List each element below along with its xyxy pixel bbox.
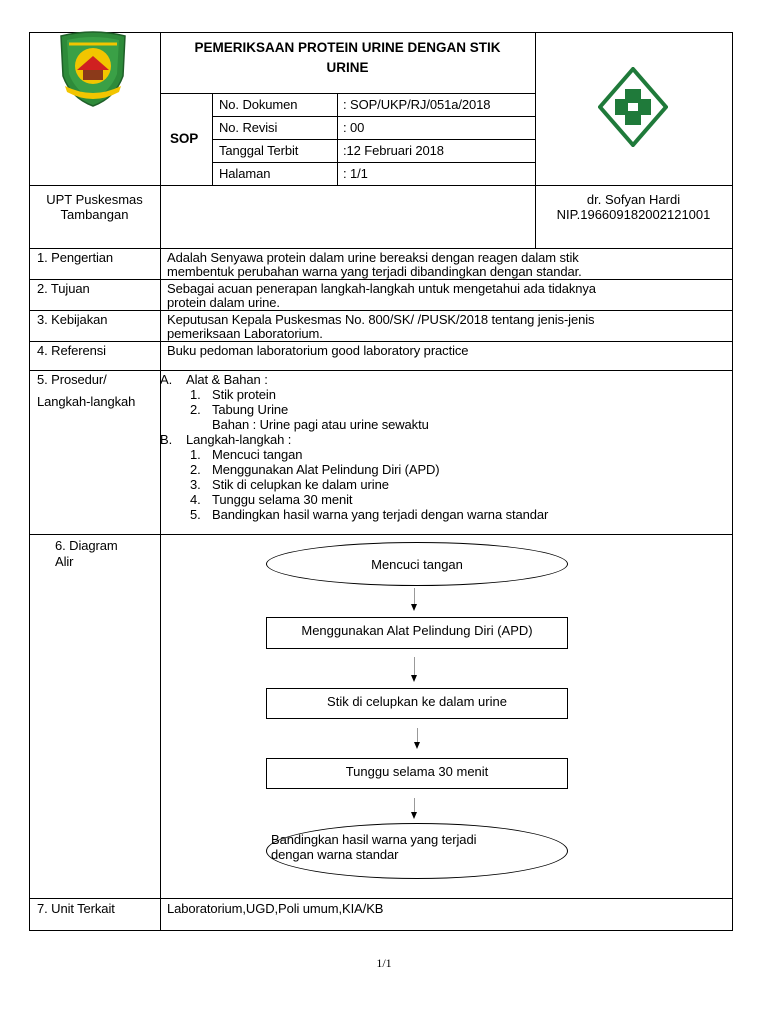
signer-name: dr. Sofyan Hardi (586, 192, 681, 207)
flow-arrow-icon (411, 675, 417, 682)
flow-step-label: Tunggu selama 30 menit (345, 764, 489, 779)
page-number: 1/1 (376, 956, 392, 970)
signer-nip: NIP.196609182002121001 (556, 207, 711, 222)
document-title (160, 38, 535, 78)
langkah-item: Bandingkan hasil warna yang terjadi dengan warna standar (212, 507, 549, 522)
section-pengertian-line1: Adalah Senyawa protein dalam urine bereaksi dengan reagen dalam stik (167, 250, 579, 265)
langkah-item: Stik di celupkan ke dalam urine (212, 477, 389, 492)
flow-step-box (266, 758, 568, 789)
flow-arrow-line (414, 657, 415, 677)
table-border-top (29, 32, 732, 33)
row-line (29, 898, 732, 899)
flow-step-box (266, 617, 568, 649)
puskesmas-logo (598, 67, 668, 147)
table-border-left (29, 32, 30, 931)
meta-label-dokumen: No. Dokumen (219, 97, 298, 112)
flow-end-line2: dengan warna standar (271, 847, 399, 862)
section-pengertian-label: 1. Pengertian (37, 250, 114, 265)
bahan-line: Bahan : Urine pagi atau urine sewaktu (212, 417, 429, 432)
meta-value-halaman: : 1/1 (343, 166, 368, 181)
section-diagram-label2: Alir (55, 554, 74, 569)
meta-label-revisi: No. Revisi (219, 120, 278, 135)
prosedur-a-marker: A. (160, 372, 173, 387)
header-bottom-line (29, 185, 732, 186)
institution-name-line1: UPT Puskesmas (46, 192, 143, 207)
row-line (29, 341, 732, 342)
title-bottom-line (160, 93, 535, 94)
prosedur-b-marker: B. (160, 432, 173, 447)
document-title-line2: URINE (326, 60, 369, 75)
alat-num: 2. (190, 402, 201, 417)
langkah-num: 4. (190, 492, 201, 507)
alat-num: 1. (190, 387, 201, 402)
langkah-num: 5. (190, 507, 201, 522)
langkah-num: 1. (190, 447, 201, 462)
meta-value-revisi: : 00 (343, 120, 365, 135)
langkah-item: Menggunakan Alat Pelindung Diri (APD) (212, 462, 440, 477)
meta-label-tanggal: Tanggal Terbit (219, 143, 299, 158)
flow-step-box (266, 688, 568, 719)
prosedur-b-title: Langkah-langkah : (186, 432, 292, 447)
section-unit-label: 7. Unit Terkait (37, 901, 115, 916)
meta-label-halaman: Halaman (219, 166, 271, 181)
section-prosedur-label1: 5. Prosedur/ (37, 372, 107, 387)
row-line (29, 310, 732, 311)
meta-row-line (212, 116, 535, 117)
row-line (29, 248, 732, 249)
section-pengertian-line2: membentuk perubahan warna yang terjadi dibandingkan dengan standar. (167, 264, 582, 279)
langkah-item: Mencuci tangan (212, 447, 303, 462)
row-line (29, 279, 732, 280)
section-referensi-line1: Buku pedoman laboratorium good laboratory practice (167, 343, 469, 358)
langkah-num: 3. (190, 477, 201, 492)
section-prosedur-label2: Langkah-langkah (37, 394, 136, 409)
flow-step-label: Mencuci tangan (371, 556, 463, 572)
signer-block (535, 192, 732, 222)
alat-item: Stik protein (212, 387, 276, 402)
institution-name (29, 192, 160, 222)
sop-label: SOP (170, 131, 199, 146)
section-kebijakan-label: 3. Kebijakan (37, 312, 108, 327)
flow-end-line1: Bandingkan hasil warna yang terjadi (271, 832, 477, 847)
document-title-line1: PEMERIKSAAN PROTEIN URINE DENGAN STIK (194, 40, 501, 55)
row-line (29, 534, 732, 535)
flow-arrow-icon (411, 604, 417, 611)
langkah-num: 2. (190, 462, 201, 477)
section-kebijakan-line1: Keputusan Kepala Puskesmas No. 800/SK/ /PUSK/2018 tentang jenis-jenis (167, 312, 595, 327)
table-col-divider (160, 32, 161, 931)
row-line (29, 370, 732, 371)
prosedur-a-title: Alat & Bahan : (186, 372, 268, 387)
institution-name-line2: Tambangan (60, 207, 129, 222)
section-diagram-label1: 6. Diagram (55, 538, 118, 553)
meta-row-line (212, 162, 535, 163)
section-tujuan-line2: protein dalam urine. (167, 295, 280, 310)
meta-value-tanggal: :12 Februari 2018 (343, 143, 444, 158)
langkah-item: Tunggu selama 30 menit (212, 492, 353, 507)
flow-step-label: Stik di celupkan ke dalam urine (327, 694, 507, 709)
meta-value-dokumen: : SOP/UKP/RJ/051a/2018 (343, 97, 491, 112)
section-referensi-label: 4. Referensi (37, 343, 106, 358)
section-kebijakan-line2: pemeriksaan Laboratorium. (167, 326, 323, 341)
table-border-bottom (29, 930, 732, 931)
table-border-right (732, 32, 733, 931)
section-tujuan-label: 2. Tujuan (37, 281, 90, 296)
section-tujuan-line1: Sebagai acuan penerapan langkah-langkah untuk mengetahui ada tidaknya (167, 281, 596, 296)
flow-step-label: Menggunakan Alat Pelindung Diri (APD) (301, 623, 533, 638)
flow-arrow-icon (411, 812, 417, 819)
regional-emblem-logo (55, 30, 131, 110)
flow-arrow-icon (414, 742, 420, 749)
alat-item: Tabung Urine (212, 402, 289, 417)
meta-row-line (212, 139, 535, 140)
flow-step-start (266, 542, 568, 586)
section-unit-value: Laboratorium,UGD,Poli umum,KIA/KB (167, 901, 384, 916)
